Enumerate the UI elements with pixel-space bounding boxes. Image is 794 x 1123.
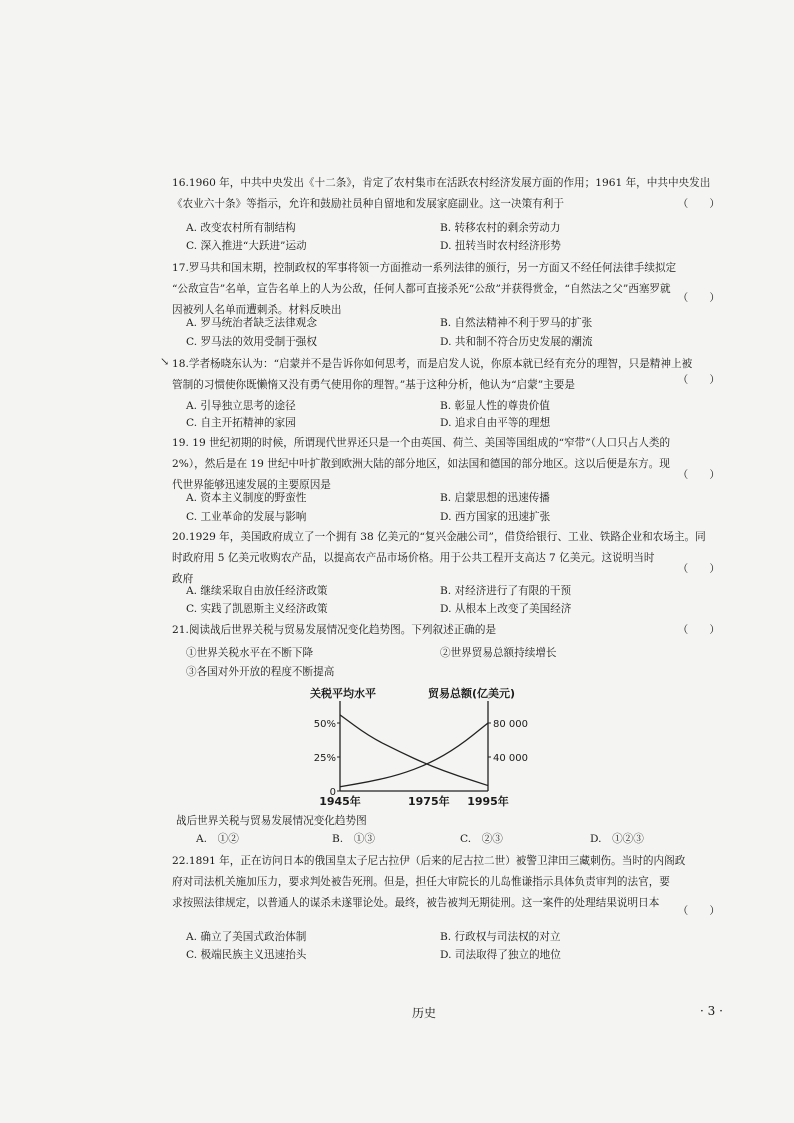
question-22-line-1: 22.1891 年，正在访问日本的俄国皇太子尼古拉伊（后来的尼古拉二世）被警卫津田三藏刺伤。当时的内阁政: [172, 855, 686, 867]
option-17-c[interactable]: C. 罗马法的效用受制于强权: [186, 336, 317, 348]
option-19-d[interactable]: D. 西方国家的迅速扩张: [440, 511, 551, 523]
question-17: [172, 258, 724, 321]
question-20-line-2: 时政府用 5 亿美元收购农产品，以提高农产品市场价格。用于公共工程开支高达 7 亿美元。这说明当时: [172, 552, 655, 564]
option-19-c[interactable]: C. 工业革命的发展与影响: [186, 511, 307, 523]
question-19-line-2: 2%），然后是在 19 世纪中叶扩散到欧洲大陆的部分地区，如法国和德国的部分地区。这以后便是东方。现: [172, 458, 670, 470]
option-18-d[interactable]: D. 追求自由平等的理想: [440, 417, 551, 429]
tariff-series-line: [340, 715, 488, 786]
question-17-line-3: 因被列人名单而遭刺杀。材料反映出: [172, 304, 342, 316]
question-19-line-1: 19. 19 世纪初期的时候，所谓现代世界还只是一个由英国、荷兰、美国等国组成的“窄带”（人口只占人类的: [172, 437, 671, 449]
tariff-trade-chart: [300, 683, 540, 813]
answer-paren-18[interactable]: （ ）: [677, 374, 720, 386]
option-21-b[interactable]: B. ①③: [332, 833, 375, 845]
option-21-a[interactable]: A. ①②: [196, 833, 239, 845]
page-number: · 3 ·: [700, 1004, 723, 1018]
option-16-c[interactable]: C. 深入推进“大跃进”运动: [186, 240, 307, 252]
answer-paren-16[interactable]: （ ）: [677, 198, 720, 210]
question-18: [172, 354, 724, 396]
question-21: [172, 620, 724, 641]
option-20-a[interactable]: A. 继续采取自由放任经济政策: [186, 585, 328, 597]
option-22-b[interactable]: B. 行政权与司法权的对立: [440, 931, 561, 943]
option-20-b[interactable]: B. 对经济进行了有限的干预: [440, 585, 572, 597]
x-tick-label: 1975年: [407, 795, 450, 808]
option-21-c[interactable]: C. ②③: [460, 833, 503, 845]
option-16-b[interactable]: B. 转移农村的剩余劳动力: [440, 222, 561, 234]
statement-21-3: ③各国对外开放的程度不断提高: [186, 666, 335, 678]
option-17-a[interactable]: A. 罗马统治者缺乏法律观念: [186, 317, 317, 329]
left-tick-label: 50%: [313, 719, 336, 730]
scan-mark-icon: ↘: [160, 355, 170, 368]
chart-svg: [300, 683, 540, 813]
answer-paren-19[interactable]: （ ）: [677, 469, 720, 481]
option-21-d[interactable]: D. ①②③: [590, 833, 644, 845]
left-axis-label: 关税平均水平: [310, 687, 376, 700]
question-22-line-2: 府对司法机关施加压力，要求判处被告死刑。但是，担任大审院长的儿岛惟谦指示具体负责审判的法官，要: [172, 876, 670, 888]
question-18-line-1: 18.学者杨晓东认为：“启蒙并不是告诉你如何思考，而是启发人说，你原本就已经有充分的理智，只是精神上被: [172, 358, 693, 370]
statement-21-1: ①世界关税水平在不断下降: [186, 647, 314, 659]
statement-21-2: ②世界贸易总额持续增长: [440, 647, 557, 659]
left-tick-label: 0: [329, 787, 336, 798]
option-19-b[interactable]: B. 启蒙思想的迅速传播: [440, 492, 550, 504]
subject-label: 历史: [412, 1006, 437, 1020]
option-18-b[interactable]: B. 彰显人性的尊贵价值: [440, 400, 550, 412]
option-17-b[interactable]: B. 自然法精神不利于罗马的扩张: [440, 317, 593, 329]
option-22-a[interactable]: A. 确立了美国式政治体制: [186, 931, 307, 943]
answer-paren-21[interactable]: （ ）: [677, 624, 720, 636]
x-tick-label: 1995年: [467, 795, 509, 808]
question-22: [172, 851, 724, 917]
option-19-a[interactable]: A. 资本主义制度的野蛮性: [186, 492, 307, 504]
question-19-line-3: 代世界能够迅速发展的主要原因是: [172, 479, 331, 491]
option-18-c[interactable]: C. 自主开拓精神的家园: [186, 417, 296, 429]
option-17-d[interactable]: D. 共和制不符合历史发展的潮流: [440, 336, 593, 348]
option-20-d[interactable]: D. 从根本上改变了美国经济: [440, 603, 572, 615]
option-18-a[interactable]: A. 引导独立思考的途径: [186, 400, 296, 412]
x-tick-label: 1945年: [319, 795, 361, 808]
question-16-line-1: 16.1960 年，中共中央发出《十二条》，肯定了农村集市在活跃农村经济发展方面的作用；1961 年，中共中央发出: [172, 177, 711, 189]
question-20-line-1: 20.1929 年，美国政府成立了一个拥有 38 亿美元的“复兴金融公司”，借贷给银行、工业、铁路企业和农场主。同: [172, 531, 706, 543]
question-16: [172, 173, 724, 215]
question-17-line-1: 17.罗马共和国末期，控制政权的军事将领一方面推动一系列法律的颁行，另一方面又不经任何法律手续拟定: [172, 262, 677, 274]
question-20: [172, 527, 724, 590]
question-18-line-2: 管制的习惯使你既懒惰又没有勇气使用你的理智。”基于这种分析，他认为“启蒙”主要是: [172, 379, 575, 391]
option-16-a[interactable]: A. 改变农村所有制结构: [186, 222, 296, 234]
trade-series-line: [340, 723, 488, 787]
right-tick-label: 40 000: [493, 753, 528, 764]
question-21-line-1: 21.阅读战后世界关税与贸易发展情况变化趋势图。下列叙述正确的是: [172, 624, 497, 636]
question-16-line-2: 《农业六十条》等指示，允许和鼓励社员种自留地和发展家庭副业。这一决策有利于: [172, 198, 564, 210]
question-20-line-3: 政府: [172, 573, 194, 585]
option-20-c[interactable]: C. 实践了凯恩斯主义经济政策: [186, 603, 328, 615]
answer-paren-22[interactable]: （ ）: [677, 905, 720, 917]
option-16-d[interactable]: D. 扭转当时农村经济形势: [440, 240, 561, 252]
right-tick-label: 80 000: [493, 719, 528, 730]
option-22-c[interactable]: C. 极端民族主义迅速抬头: [186, 949, 307, 961]
right-axis-label: 贸易总额(亿美元): [428, 687, 516, 700]
option-22-d[interactable]: D. 司法取得了独立的地位: [440, 949, 561, 961]
question-19: [172, 433, 724, 496]
question-22-line-3: 求按照法律规定，以普通人的谋杀未遂罪论处。最终，被告被判无期徒刑。这一案件的处理结果说明日本: [172, 897, 660, 909]
question-17-line-2: “公敌宣告”名单，宣告名单上的人为公敌，任何人都可直接杀死“公敌”并获得赏金，“自然法之父”西塞罗就: [172, 283, 671, 295]
answer-paren-20[interactable]: （ ）: [677, 563, 720, 575]
chart-caption: 战后世界关税与贸易发展情况变化趋势图: [176, 815, 367, 827]
answer-paren-17[interactable]: （ ）: [677, 292, 720, 304]
left-tick-label: 25%: [313, 753, 336, 764]
